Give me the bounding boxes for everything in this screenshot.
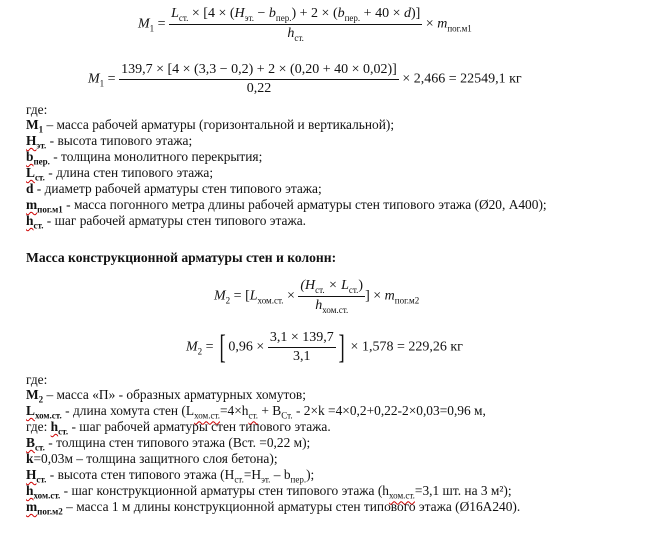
fraction — [119, 62, 399, 97]
formula-m1-general — [138, 6, 472, 43]
symbol-m-pog: m — [437, 16, 448, 32]
fraction — [268, 330, 336, 365]
fraction — [298, 278, 365, 315]
denominator: $h_{ст.}$ — [287, 25, 304, 43]
denominator: 0,22 — [246, 81, 272, 96]
result: × 2,466 = 22549,1 кг — [398, 71, 522, 87]
left-bracket: [ — [219, 328, 226, 366]
numerator: $L_{ст.} \times [4 \times (H_{эт.} - b_{пер.}) + 2 \times (b_{пер.} + 40 \times d)]$ — [171, 6, 421, 23]
right-bracket: ] — [338, 328, 345, 366]
denominator: 3,1 — [293, 349, 311, 364]
numerator: $(H_{ст.} \times L_{ст.})$ — [300, 278, 364, 295]
legend1-line: $b_{пер.}$ - толщина монолитного перекрытия; — [26, 149, 263, 167]
symbol-m: M — [138, 16, 150, 32]
equals-sign: = — [107, 71, 116, 87]
multiply: × — [422, 16, 438, 32]
section-heading: Масса конструкционной арматуры стен и колонн: — [26, 250, 337, 265]
legend2-line: $L_{хом.ст.}$ - длина хомута стен ($L_{хом.ст.}=4\times h_{ст.} + B_{Ст.} - 2\times k =4\times 0,2+0,22-2\times 0,03=0,96$ м, — [26, 403, 486, 421]
legend2-where: где: — [26, 372, 48, 387]
legend2-line: k=0,03м – толщина защитного слоя бетона); — [26, 451, 278, 466]
legend2-line: $B_{ст.}$ - толщина стен типового этажа (Bст. =0,22 м); — [26, 435, 311, 453]
legend1-line: $M_1$ – масса рабочей арматуры (горизонтальной и вертикальной); — [26, 117, 395, 135]
equals-sign: = — [157, 16, 166, 32]
formula-m1-numeric: $M_1$ = $\frac{139,7 \times [4 \times (3,3 - 0,2) + 2 \times (0,20 + 40 \times 0,02)]}{0,22}$ × 2,466 = 22549,1 кг — [88, 62, 522, 96]
formula-m2-general: $M_2 = [L_{хом.ст.}$ × $\frac{(H_{ст.} \times L_{ст.})}{h_{хом.ст.}}$ ] × $m_{пог.м2}$ — [214, 278, 420, 315]
subscript: 1 — [149, 23, 155, 34]
formula-m2-numeric: $M_2$ = [ 0,96 × $\frac{3,1 \times 139,7}{3,1}$ ] × 1,578 = 229,26 кг — [186, 328, 463, 366]
legend2-line: $M_2$ – масса «П» - образных арматурных хомутов; — [26, 387, 306, 405]
numerator: 3,1 × 139,7 — [268, 330, 336, 348]
numerator: 139,7 × [4 × (3,3 − 0,2) + 2 × (0,20 + 40 × 0,02)] — [119, 62, 399, 80]
legend2-line: где: $h_{ст.}$ - шаг рабочей арматуры стен типового этажа. — [26, 419, 331, 437]
denominator: $h_{хом.ст.}$ — [315, 297, 349, 315]
legend1-line: $L_{ст.}$ - длина стен типового этажа; — [26, 165, 214, 183]
fraction — [169, 6, 422, 43]
legend2-line: $h_{хом.ст.}$ - шаг конструкционной арматуры стен типового этажа ($h_{хом.ст.}=3,1$ шт. на 3 м²); — [26, 483, 512, 501]
subscript: пог.м1 — [447, 23, 472, 34]
legend1-line: d - диаметр рабочей арматуры стен типового этажа; — [26, 181, 322, 196]
legend1-line: $m_{пог.м1}$ - масса погонного метра длины рабочей арматуры стен типового этажа (Ø20, А400); — [26, 197, 547, 215]
legend2-line: $H_{ст.}$ - высота стен типового этажа $(H_{ст.}=H_{эт.} - b_{пер.})$; — [26, 467, 315, 485]
legend1-line: $H_{эт.}$ - высота типового этажа; — [26, 133, 193, 151]
legend1-where: где: — [26, 102, 48, 117]
legend1-line: $h_{ст.}$ - шаг рабочей арматуры стен типового этажа. — [26, 213, 307, 231]
legend2-line: $m_{пог.м2}$ – масса 1 м длины конструкционной арматуры стен типового этажа (Ø16А240). — [26, 499, 521, 517]
